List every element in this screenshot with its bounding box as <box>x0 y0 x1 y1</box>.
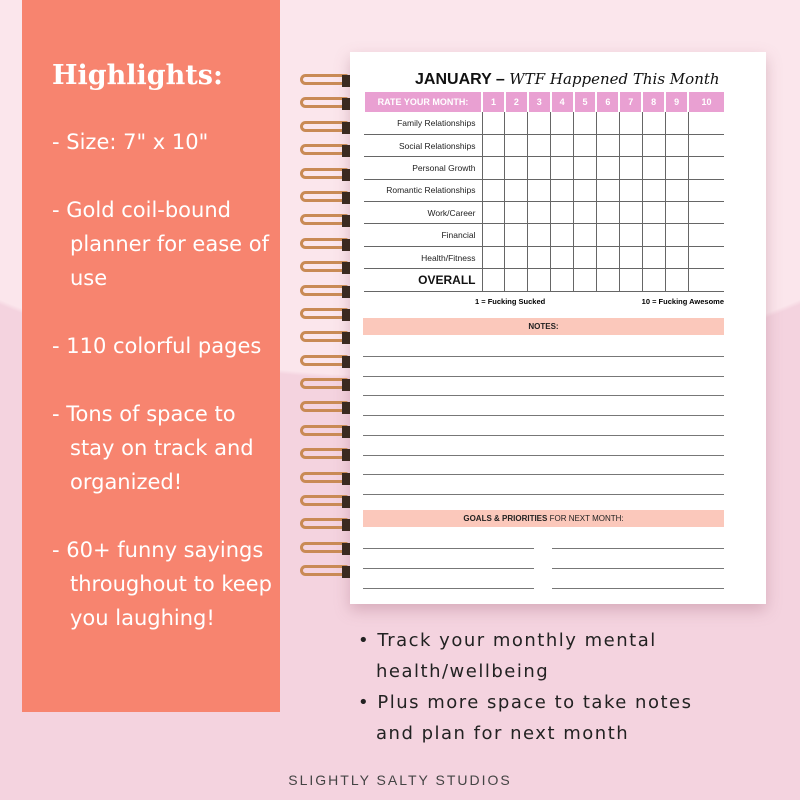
rating-cell[interactable] <box>505 224 528 246</box>
scale-header: 7 <box>619 92 642 112</box>
scale-header: 4 <box>551 92 574 112</box>
rating-cell[interactable] <box>619 224 642 246</box>
rating-cell[interactable] <box>528 269 551 291</box>
bullet-item: • Track your monthly mental health/wellbeing <box>358 630 657 682</box>
rating-cell[interactable] <box>619 269 642 291</box>
writing-line <box>363 548 534 549</box>
rating-cell[interactable] <box>688 134 724 156</box>
coil-ring <box>300 164 355 187</box>
rating-cell[interactable] <box>528 202 551 224</box>
rating-cell[interactable] <box>505 112 528 134</box>
scale-header: 8 <box>642 92 665 112</box>
rating-cell[interactable] <box>596 246 619 268</box>
rating-cell[interactable] <box>665 157 688 179</box>
rate-label: RATE YOUR MONTH: <box>364 92 482 112</box>
coil-ring <box>300 281 355 304</box>
notes-header: NOTES: <box>363 318 724 335</box>
table-row <box>364 246 724 268</box>
rating-cell[interactable] <box>688 269 724 291</box>
title-script: WTF Happened This Month <box>509 70 720 88</box>
rating-cell[interactable] <box>505 134 528 156</box>
rating-cell[interactable] <box>574 202 597 224</box>
writing-line <box>363 356 724 357</box>
rating-cell[interactable] <box>619 157 642 179</box>
rating-cell[interactable] <box>482 157 505 179</box>
table-row <box>364 269 724 291</box>
rating-cell[interactable] <box>619 246 642 268</box>
writing-line <box>363 415 724 416</box>
rating-table <box>363 92 724 292</box>
rating-cell[interactable] <box>688 157 724 179</box>
coil-ring <box>300 561 355 584</box>
rating-cell[interactable] <box>551 112 574 134</box>
rating-cell[interactable] <box>551 134 574 156</box>
rating-cell[interactable] <box>596 269 619 291</box>
rating-cell[interactable] <box>574 269 597 291</box>
rating-cell[interactable] <box>688 179 724 201</box>
rating-cell[interactable] <box>619 202 642 224</box>
rating-cell[interactable] <box>505 202 528 224</box>
highlights-panel <box>22 0 280 712</box>
rating-cell[interactable] <box>619 112 642 134</box>
rating-cell[interactable] <box>642 224 665 246</box>
category-label: Financial <box>364 224 482 246</box>
rating-cell[interactable] <box>551 179 574 201</box>
highlight-item: - Gold coil-bound planner for ease of use <box>52 198 269 290</box>
coil-ring <box>300 491 355 514</box>
rating-cell[interactable] <box>528 157 551 179</box>
bullet-item: • Plus more space to take notes and plan for next month <box>358 692 693 744</box>
writing-line <box>363 588 534 589</box>
coil-ring <box>300 234 355 257</box>
category-label: Social Relationships <box>364 134 482 156</box>
writing-line <box>363 455 724 456</box>
coil-ring <box>300 140 355 163</box>
coil-ring <box>300 117 355 140</box>
highlight-item: - 60+ funny sayings throughout to keep you laughing! <box>52 538 272 630</box>
rating-cell[interactable] <box>551 157 574 179</box>
coil-ring <box>300 374 355 397</box>
table-row <box>364 202 724 224</box>
rating-cell[interactable] <box>574 134 597 156</box>
scale-header: 3 <box>528 92 551 112</box>
rating-cell[interactable] <box>551 246 574 268</box>
scale-header: 10 <box>688 92 724 112</box>
highlight-item: - Tons of space to stay on track and organized! <box>52 402 254 494</box>
rating-cell[interactable] <box>505 269 528 291</box>
rating-cell[interactable] <box>482 179 505 201</box>
category-label: Personal Growth <box>364 157 482 179</box>
rating-cell[interactable] <box>528 179 551 201</box>
scale-header: 5 <box>574 92 597 112</box>
rating-cell[interactable] <box>482 112 505 134</box>
rating-cell[interactable] <box>619 179 642 201</box>
coil-ring <box>300 421 355 444</box>
highlight-item: - Size: 7" x 10" <box>52 130 209 154</box>
rating-cell[interactable] <box>551 224 574 246</box>
table-row <box>364 134 724 156</box>
title-month: JANUARY – <box>415 71 505 88</box>
rating-cell[interactable] <box>528 246 551 268</box>
rating-cell[interactable] <box>665 246 688 268</box>
table-row <box>364 179 724 201</box>
rating-cell[interactable] <box>688 112 724 134</box>
rating-cell[interactable] <box>596 112 619 134</box>
rating-cell[interactable] <box>528 224 551 246</box>
feature-bullets <box>358 625 730 749</box>
coil-ring <box>300 514 355 537</box>
rating-cell[interactable] <box>642 112 665 134</box>
coil-ring <box>300 397 355 420</box>
rating-cell[interactable] <box>642 269 665 291</box>
scale-header: 1 <box>482 92 505 112</box>
goals-header <box>363 510 724 527</box>
coil-ring <box>300 327 355 350</box>
spiral-binding <box>300 70 355 585</box>
rating-cell[interactable] <box>665 179 688 201</box>
coil-ring <box>300 257 355 280</box>
rating-cell[interactable] <box>665 112 688 134</box>
writing-line <box>363 435 724 436</box>
rating-cell[interactable] <box>505 157 528 179</box>
writing-line <box>363 568 534 569</box>
rating-cell[interactable] <box>505 246 528 268</box>
scale-header: 2 <box>505 92 528 112</box>
coil-ring <box>300 304 355 327</box>
rating-cell[interactable] <box>665 134 688 156</box>
coil-ring <box>300 187 355 210</box>
brand-name: SLIGHTLY SALTY STUDIOS <box>288 772 512 788</box>
rating-cell[interactable] <box>482 246 505 268</box>
rating-cell[interactable] <box>688 246 724 268</box>
category-label: Romantic Relationships <box>364 179 482 201</box>
writing-line <box>363 494 724 495</box>
scale-header: 6 <box>596 92 619 112</box>
writing-line <box>552 548 724 549</box>
coil-ring <box>300 444 355 467</box>
rating-cell[interactable] <box>642 179 665 201</box>
rating-cell[interactable] <box>688 224 724 246</box>
category-label: Work/Career <box>364 202 482 224</box>
rating-cell[interactable] <box>688 202 724 224</box>
writing-line <box>552 588 724 589</box>
rating-cell[interactable] <box>596 202 619 224</box>
table-row <box>364 112 724 134</box>
scale-legend <box>363 297 724 307</box>
category-label: OVERALL <box>364 269 482 291</box>
rating-cell[interactable] <box>574 224 597 246</box>
coil-ring <box>300 70 355 93</box>
rating-cell[interactable] <box>596 179 619 201</box>
rating-cell[interactable] <box>574 179 597 201</box>
rating-cell[interactable] <box>596 224 619 246</box>
rating-cell[interactable] <box>574 246 597 268</box>
rating-cell[interactable] <box>642 157 665 179</box>
rating-cell[interactable] <box>619 134 642 156</box>
rating-cell[interactable] <box>642 202 665 224</box>
category-label: Family Relationships <box>364 112 482 134</box>
writing-line <box>363 376 724 377</box>
rating-cell[interactable] <box>665 269 688 291</box>
goals-bold: GOALS & PRIORITIES <box>463 514 548 523</box>
rating-cell[interactable] <box>551 202 574 224</box>
rating-cell[interactable] <box>528 134 551 156</box>
page-title <box>415 70 755 89</box>
rating-cell[interactable] <box>528 112 551 134</box>
highlight-item: - 110 colorful pages <box>52 334 262 358</box>
rating-cell[interactable] <box>665 202 688 224</box>
writing-line <box>363 395 724 396</box>
rating-cell[interactable] <box>505 179 528 201</box>
coil-ring <box>300 210 355 233</box>
rating-cell[interactable] <box>665 224 688 246</box>
scale-header: 9 <box>665 92 688 112</box>
coil-ring <box>300 93 355 116</box>
rating-cell[interactable] <box>596 157 619 179</box>
rating-cell[interactable] <box>482 269 505 291</box>
rating-cell[interactable] <box>596 134 619 156</box>
coil-ring <box>300 538 355 561</box>
goals-rest: FOR NEXT MONTH: <box>547 514 624 523</box>
rating-cell[interactable] <box>482 202 505 224</box>
table-row <box>364 157 724 179</box>
rating-cell[interactable] <box>574 112 597 134</box>
rating-cell[interactable] <box>574 157 597 179</box>
category-label: Health/Fitness <box>364 246 482 268</box>
rating-cell[interactable] <box>482 224 505 246</box>
coil-ring <box>300 351 355 374</box>
rating-cell[interactable] <box>482 134 505 156</box>
rating-cell[interactable] <box>551 269 574 291</box>
scale-high: 10 = Fucking Awesome <box>641 297 724 306</box>
writing-line <box>552 568 724 569</box>
table-row <box>364 224 724 246</box>
scale-low: 1 = Fucking Sucked <box>475 297 546 306</box>
rating-cell[interactable] <box>642 134 665 156</box>
rating-cell[interactable] <box>642 246 665 268</box>
highlights-title: Highlights: <box>52 60 223 91</box>
coil-ring <box>300 468 355 491</box>
writing-line <box>363 474 724 475</box>
